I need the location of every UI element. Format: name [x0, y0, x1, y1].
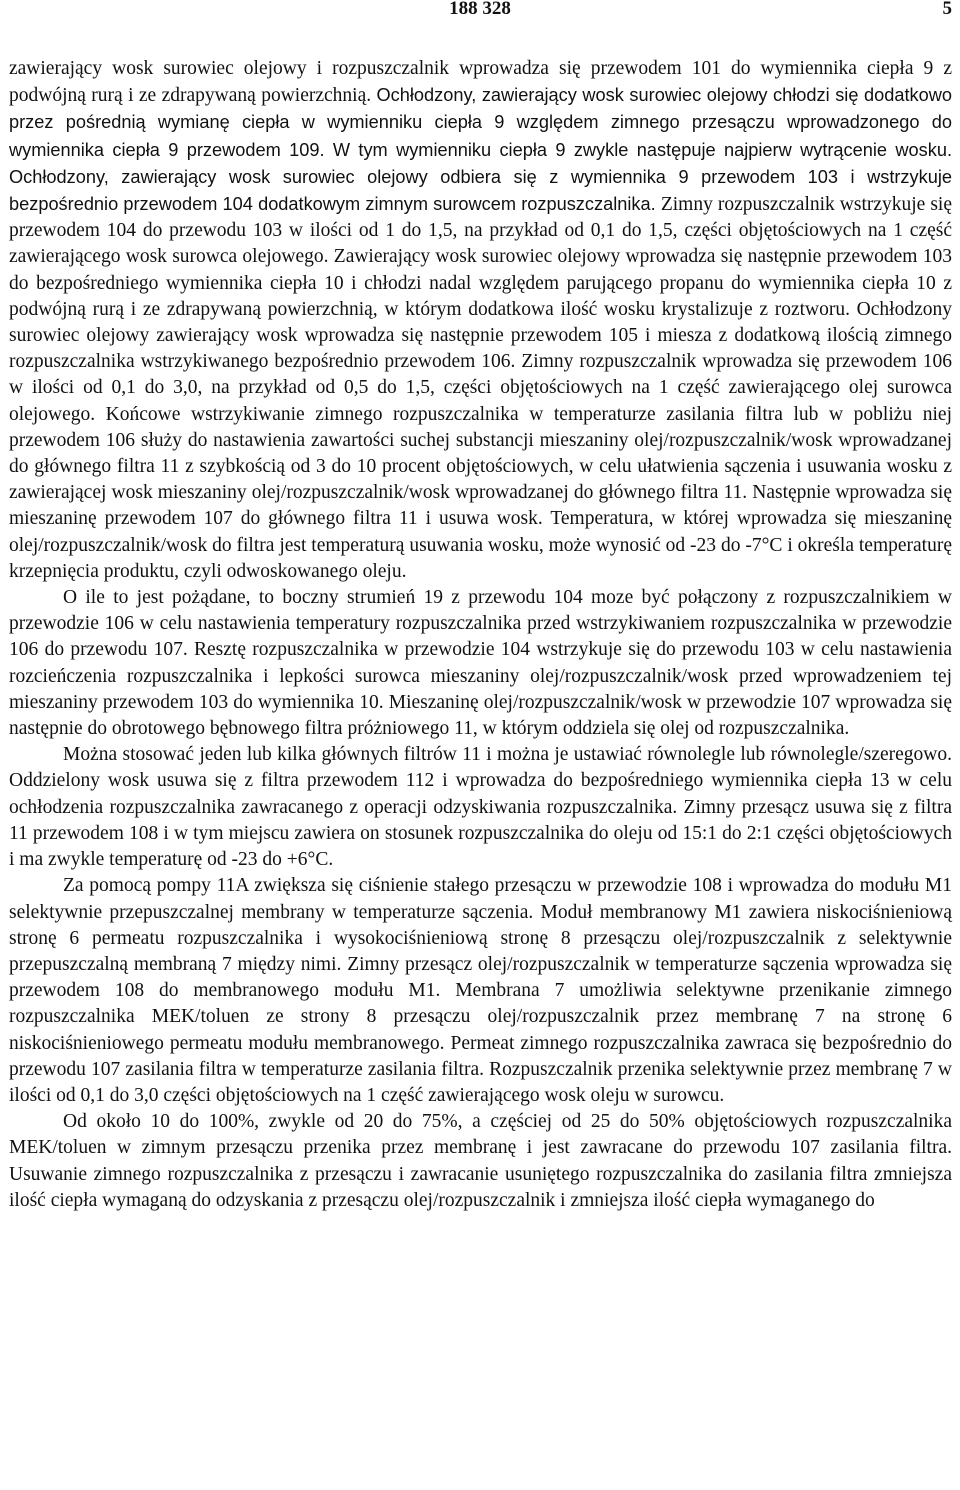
page-header [0, 0, 960, 30]
document-body [9, 56, 952, 1214]
paragraph-1-rest: Zimny rozpuszczalnik wstrzykuje się przewodem 104 do przewodu 103 w ilości od 1 do 1,5, na przykład od 0,1 do 1,5, części objętościowych na 1 część zawierającego wosk surowca olejowego. Zawierający wosk surowiec olejowy wprowadza się następnie przewodem 103 do bezpośredniego wymiennika ciepła 10 i chłodzi nadal względem parującego propanu do wymiennika ciepła 10 z podwójną rurą i ze zdrapywaną powierzchnią, w którym dodatkowa ilość wosku krystalizuje z roztworu. Ochłodzony surowiec olejowy zawierający wosk wprowadza się następnie przewodem 105 i miesza z dodatkową ilością zimnego rozpuszczalnika wstrzykiwanego bezpośrednio przewodem 106. Zimny rozpuszczalnik wprowadza się przewodem 106 w ilości od 0,1 do 3,0, na przykład od 0,5 do 1,5, części objętościowych na 1 część zawierającego olej surowca olejowego. Końcowe wstrzykiwanie zimnego rozpuszczalnika w temperaturze zasilania filtra lub w pobliżu niej przewodem 106 służy do nastawienia zawartości suchej substancji mieszaniny olej/rozpuszczalnik/wosk wprowadzanej do głównego filtra 11 z szybkością od 3 do 10 procent objętościowych, w celu ułatwienia sączenia i usuwania wosku z zawierającej wosk mieszaniny olej/rozpuszczalnik/wosk wprowadzanej do głównego filtra 11. Następnie wprowadza się mieszaninę przewodem 107 do głównego filtra 11 i usuwa wosk. Temperatura, w której wprowadza się mieszaninę olej/rozpuszczalnik/wosk do filtra jest temperaturą usuwania wosku, może wynosić od -23 do -7°C i określa temperaturę krzepnięcia produktu, czyli odwoskowanego oleju. [9, 194, 952, 582]
document-number: 188 328 [449, 0, 511, 19]
paragraph-3: Można stosować jeden lub kilka głównych filtrów 11 i można je ustawiać równolegle lub równolegle/szeregowo. Oddzielony wosk usuwa się z filtra przewodem 112 i wprowadza do bezpośredniego wymiennika ciepła 13 w celu ochłodzenia rozpuszczalnika zawracanego z operacji odzyskiwania rozpuszczalnika. Zimny przesącz usuwa się z filtra 11 przewodem 108 i w tym miejscu zawiera on stosunek rozpuszczalnika do oleju od 15:1 do 2:1 części objętościowych i ma zwykle temperaturę od -23 do +6°C. [9, 744, 952, 871]
paragraph-1 [9, 56, 952, 585]
paragraph-5: Od około 10 do 100%, zwykle od 20 do 75%, a częściej od 25 do 50% objętościowych rozpuszczalnika MEK/toluen w zimnym przesączu przenika przez membranę i jest zawracane do przewodu 107 zasilania filtra. Usuwanie zimnego rozpuszczalnika z przesączu i zawracanie usuniętego rozpuszczalnika do zasilania filtra zmniejsza ilość ciepła wymaganą do odzyskania z przesączu olej/rozpuszczalnik i zmniejsza ilość ciepła wymaganego do [9, 1111, 952, 1211]
paragraph-1-sans-passage: Ochłodzony, zawierający wosk surowiec olejowy chłodzi się dodatkowo przez pośrednią wymianę ciepła w wymienniku ciepła 9 względem zimnego przesączu wprowadzonego do wymiennika ciepła 9 przewodem 109. W tym wymienniku ciepła 9 zwykle następuje najpierw wytrącenie wosku. Ochłodzony, zawierający wosk surowiec olejowy odbiera się z wymiennika 9 przewodem 103 i wstrzykuje bezpośrednio przewodem 104 dodatkowym zimnym surowcem rozpuszczalnika. [9, 85, 952, 215]
paragraph-1-intro: zawierający wosk surowiec olejowy i rozpuszczalnik wprowadza się przewodem 101 do wymiennika ciepła 9 z podwójną rurą i ze zdrapywaną powierzchnią. [9, 58, 952, 107]
paragraph-2: O ile to jest pożądane, to boczny strumień 19 z przewodu 104 moze być połączony z rozpuszczalnikiem w przewodzie 106 w celu nastawienia temperatury rozpuszczalnika przed wstrzykiwaniem rozpuszczalnika w przewodzie 106 do przewodu 107. Resztę rozpuszczalnika w przewodzie 104 wstrzykuje się do przewodu 103 w celu nastawienia rozcieńczenia rozpuszczalnika i lepkości surowca mieszaniny olej/rozpuszczalnik/wosk przed wprowadzeniem tej mieszaniny przewodem 103 do wymiennika 10. Mieszaninę olej/rozpuszczalnik/wosk w przewodzie 107 wprowadza się następnie do obrotowego bębnowego filtra próżniowego 11, w którym oddziela się olej od rozpuszczalnika. [9, 587, 952, 740]
page-number: 5 [942, 0, 952, 19]
paragraph-4: Za pomocą pompy 11A zwiększa się ciśnienie stałego przesączu w przewodzie 108 i wprowadza do modułu M1 selektywnie przepuszczalnej membrany w temperaturze sączenia. Moduł membranowy M1 zawiera niskociśnieniową stronę 6 permeatu rozpuszczalnika i wysokociśnieniową stronę 8 przesączu olej/rozpuszczalnik z selektywnie przepuszczalną membraną 7 między nimi. Zimny przesącz olej/rozpuszczalnik w temperaturze sączenia wprowadza się przewodem 108 do membranowego modułu M1. Membrana 7 umożliwia selektywne przenikanie zimnego rozpuszczalnika MEK/toluen ze strony 8 przesączu olej/rozpuszczalnik przez membranę 7 na stronę 6 niskociśnieniowego permeatu modułu membranowego. Permeat zimnego rozpuszczalnika zawraca się bezpośrednio do przewodu 107 zasilania filtra w temperaturze zasilania filtra. Rozpuszczalnik przenika selektywnie przez membranę 7 w ilości od 0,1 do 3,0 części objętościowych na 1 część zawierającego wosk oleju w surowcu. [9, 875, 952, 1106]
